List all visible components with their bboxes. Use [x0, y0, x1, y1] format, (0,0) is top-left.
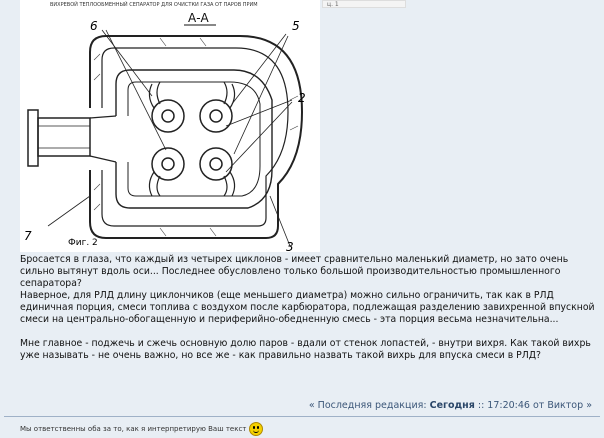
patent-figure [20, 0, 320, 252]
last-edit-info [309, 400, 592, 411]
signature-separator [4, 416, 600, 417]
post-paragraph-1: Бросается в глаза, что каждый из четырех циклонов - имеет сравнительно маленький диаметр, но зато очень сильно вытянут вдоль оси... Последнее обусловлено только большой производительностью промышленного сепаратора? [20, 254, 569, 289]
post-paragraph-3: Мне главное - поджечь и сжечь основную долю паров - вдали от стенок лопастей, - внутри вихря. Как такой вихрь уже называть - не очень важно, но все же - как правильно назвать такой вихрь для впуска смеси в РЛД? [20, 338, 591, 361]
signature-text: Мы ответственны оба за то, как я интерпретирую Ваш текст [20, 425, 247, 433]
post-paragraph-2: Наверное, для РЛД длину циклончиков (еще меньшего диаметра) можно сильно ограничить, так как в РЛД единичная порция, смеси топлива с воздухом после карбюратора, подлежащая разделению завихренной впускной смеси на центрально-обогащенную и периферийно-обедненную смесь - эта порция весьма незначительна... [20, 290, 595, 325]
signature [20, 422, 263, 436]
last-edit-time: :: 17:20:46 от Виктор [477, 400, 584, 411]
section-label: А-А [188, 11, 209, 25]
callout-6: 6 [90, 19, 98, 33]
callout-7: 7 [24, 229, 32, 243]
last-edit-day: Сегодня [429, 400, 475, 411]
separator-drawing [20, 0, 320, 252]
figure-top-caption: ВИХРЕВОЙ ТЕПЛООБМЕННЫЙ СЕПАРАТОР ДЛЯ ОЧИСТКИ ГАЗА ОТ ПАРОВ ПРИМ [50, 2, 258, 8]
last-edit-prefix: « Последняя редакция: [308, 400, 427, 411]
figure-label: Фиг. 2 [68, 238, 98, 248]
smiley-icon [249, 422, 263, 436]
post-body [20, 254, 596, 362]
callout-2: 2 [298, 91, 306, 105]
callout-5: 5 [292, 19, 300, 33]
side-thumbnail[interactable]: ц. 1 [322, 0, 406, 8]
callout-3: 3 [286, 240, 294, 252]
last-edit-suffix: » [586, 400, 592, 411]
